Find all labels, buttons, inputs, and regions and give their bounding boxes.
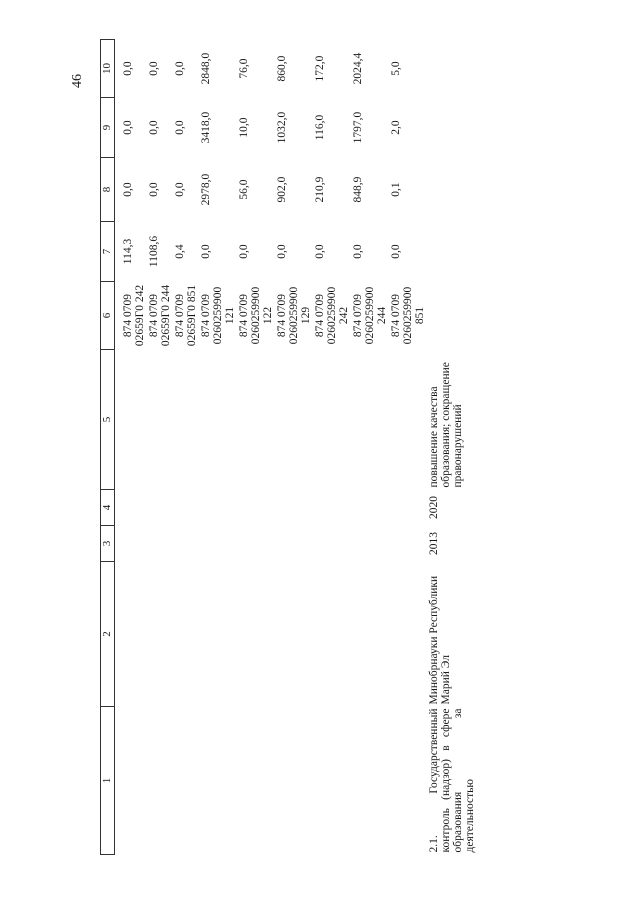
table-cell-col4: [351, 490, 389, 526]
table-cell-col10: [427, 40, 477, 98]
page-number: 46: [70, 74, 85, 88]
table-cell-col1: [121, 707, 147, 855]
table-row: [351, 40, 389, 855]
table-row: [121, 40, 147, 855]
table-cell-col8: 210,9: [314, 176, 326, 203]
table-cell-col7: [427, 222, 477, 282]
table-cell-col3: [275, 526, 313, 562]
table-cell-col2: [275, 562, 313, 707]
table-cell-col8: 848,9: [352, 176, 364, 203]
table-cell-col4: [237, 490, 275, 526]
table-cell-col5: [275, 350, 313, 490]
table-cell-col6: 874 0709 0260259900 244: [352, 286, 388, 345]
table-cell-col9: 0,0: [122, 120, 134, 135]
table-cell-col3: [237, 526, 275, 562]
table-cell-col6: 874 0709 0260259900 851: [390, 286, 426, 345]
table-cell-col5: [351, 350, 389, 490]
table-cell-col3: [199, 526, 237, 562]
table-cell-col2: [121, 562, 147, 707]
header-row: [101, 40, 115, 855]
table-cell-col7: 0,0: [390, 244, 402, 259]
table-cell-col1: [237, 707, 275, 855]
table-cell-col2: [199, 562, 237, 707]
table-cell-col3: [173, 526, 199, 562]
table-cell-col10: 0,0: [148, 61, 160, 76]
table-cell-col8: 0,0: [148, 182, 160, 197]
table-cell-col7: 0,0: [352, 244, 364, 259]
header-cell: 8: [101, 158, 115, 222]
table-cell-col5: [147, 350, 173, 490]
table-cell-col8: [427, 158, 477, 222]
table-cell-col6: 874 0709 0260259900 122: [238, 286, 274, 345]
header-cell: 2: [101, 562, 115, 707]
header-cell: 3: [101, 526, 115, 562]
table-cell-col2: [237, 562, 275, 707]
table-cell-col2: [173, 562, 199, 707]
table-cell-col1: [275, 707, 313, 855]
table-cell-col10: 76,0: [238, 58, 250, 79]
table-cell-col4: [389, 490, 427, 526]
table-cell-col3: [313, 526, 351, 562]
table-cell-col1: [173, 707, 199, 855]
table-cell-col9: 10,0: [238, 117, 250, 138]
table-cell-col2: [147, 562, 173, 707]
table-cell-col9: 0,0: [148, 120, 160, 135]
table-row: [237, 40, 275, 855]
table-cell-col3: [121, 526, 147, 562]
table-cell-col4: [275, 490, 313, 526]
table-cell-col3: [389, 526, 427, 562]
table-cell-col9: 0,0: [174, 120, 186, 135]
table-cell-col3: [351, 526, 389, 562]
table-cell-col7: 0,4: [174, 244, 186, 259]
table-cell-col7: 0,0: [276, 244, 288, 259]
table-row: [173, 40, 199, 855]
table-cell-col1: [351, 707, 389, 855]
header-cell: 7: [101, 222, 115, 282]
table-cell-col10: 860,0: [276, 55, 288, 82]
table-cell-col4: 2020: [428, 496, 440, 519]
table-cell-col5: [389, 350, 427, 490]
table-cell-col1: 2.1. Государственный контроль (надзор) в сфере образования за деятельностью: [428, 708, 476, 853]
table-cell-col8: 56,0: [238, 179, 250, 200]
table-cell-col2: Минобрнауки Республики Марий Эл: [428, 575, 452, 705]
table-row: [275, 40, 313, 855]
table-row: [389, 40, 427, 855]
table-cell-col6: 874 0709 0260259900 242: [314, 286, 350, 345]
table-cell-col3: [147, 526, 173, 562]
table-cell-col9: 3418,0: [200, 111, 212, 144]
table-cell-col8: 902,0: [276, 176, 288, 203]
table-body: [101, 40, 478, 855]
table-cell-col5: повышение качества образования; сокращение правонарушений: [428, 362, 464, 488]
table-cell-col10: 0,0: [122, 61, 134, 76]
table-cell-col6: 874 0709 0260259900 121: [200, 286, 236, 345]
table-cell-col10: 2024,4: [352, 52, 364, 85]
table-cell-col9: 2,0: [390, 120, 402, 135]
table-cell-col9: 116,0: [314, 114, 326, 141]
table-cell-col10: 2848,0: [200, 52, 212, 85]
table-cell-col9: [427, 98, 477, 158]
table-cell-col5: [237, 350, 275, 490]
table-cell-col4: [199, 490, 237, 526]
header-cell: 1: [101, 707, 115, 855]
table-cell-col6: [427, 282, 477, 350]
table-cell-col2: [313, 562, 351, 707]
table-row: [427, 40, 477, 855]
table-cell-col8: 0,0: [174, 182, 186, 197]
table-row: [199, 40, 237, 855]
table-cell-col1: [147, 707, 173, 855]
table-cell-col8: 2978,0: [200, 173, 212, 206]
table-cell-col1: [199, 707, 237, 855]
table-cell-col2: [351, 562, 389, 707]
header-cell: 4: [101, 490, 115, 526]
table-cell-col4: [173, 490, 199, 526]
table-cell-col7: 114,3: [122, 238, 134, 265]
table-cell-col6: 874 0709 02659Г0 244: [148, 284, 172, 347]
table-cell-col4: [313, 490, 351, 526]
table-cell-col6: 874 0709 0260259900 129: [276, 286, 312, 345]
table-cell-col10: 172,0: [314, 55, 326, 82]
budget-table: [100, 39, 477, 855]
table-cell-col2: [389, 562, 427, 707]
table-cell-col7: 0,0: [200, 244, 212, 259]
table-cell-col10: 5,0: [390, 61, 402, 76]
table-cell-col7: 0,0: [238, 244, 250, 259]
table-cell-col9: 1797,0: [352, 111, 364, 144]
table-cell-col5: [313, 350, 351, 490]
table-cell-col1: [313, 707, 351, 855]
table-cell-col5: [199, 350, 237, 490]
table-cell-col9: 1032,0: [276, 111, 288, 144]
table-cell-col6: 874 0709 02659Г0 242: [122, 284, 146, 347]
table-cell-col7: 0,0: [314, 244, 326, 259]
header-cell: 6: [101, 282, 115, 350]
table-cell-col10: 0,0: [174, 61, 186, 76]
header-cell: 5: [101, 350, 115, 490]
table-cell-col3: 2013: [428, 532, 440, 555]
table-cell-col8: 0,1: [390, 182, 402, 197]
table-cell-col5: [173, 350, 199, 490]
header-cell: 9: [101, 98, 115, 158]
table-cell-col4: [121, 490, 147, 526]
table-cell-col7: 1108,6: [148, 235, 160, 268]
rotated-table-sheet: [100, 40, 640, 855]
table-row: [147, 40, 173, 855]
table-cell-col5: [121, 350, 147, 490]
table-cell-col4: [147, 490, 173, 526]
table-row: [313, 40, 351, 855]
header-cell: 10: [101, 40, 115, 98]
table-cell-col6: 874 0709 02659Г0 851: [174, 284, 198, 347]
table-cell-col1: [389, 707, 427, 855]
table-cell-col8: 0,0: [122, 182, 134, 197]
